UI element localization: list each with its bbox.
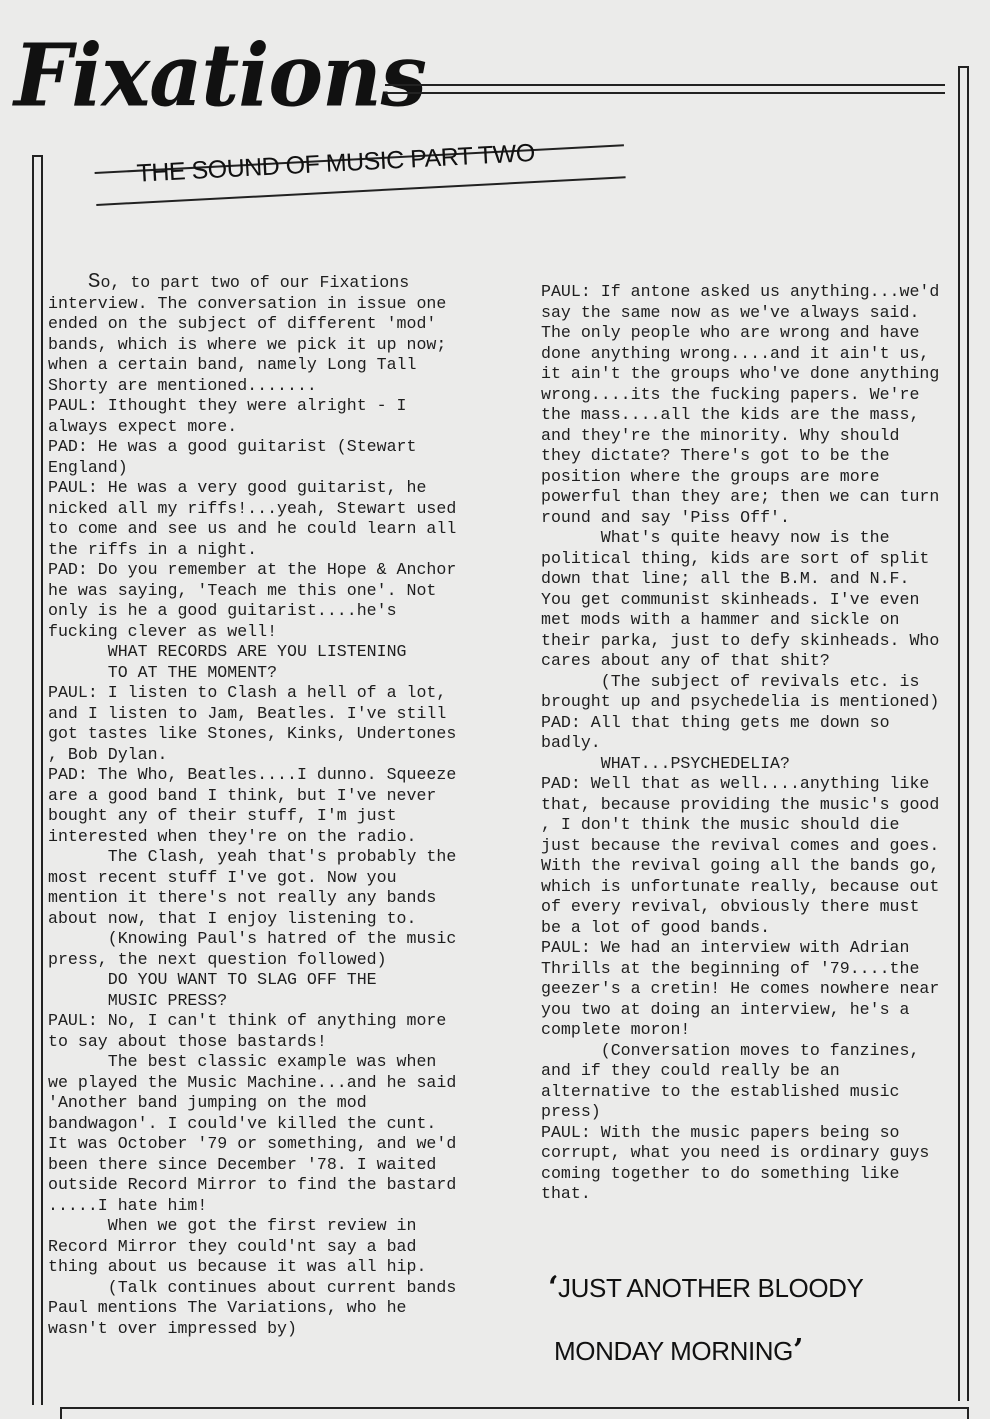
right-column-line: What's quite heavy now is the [541, 528, 890, 547]
right-column-line: The only people who are wrong and have [541, 323, 920, 342]
header-double-rule [385, 84, 945, 94]
left-column-line: we played the Music Machine...and he said [48, 1072, 457, 1092]
left-column-line: PAUL: Ithought they were alright - I [48, 396, 407, 415]
right-text-column [541, 282, 961, 1205]
right-column-line: With the revival going all the bands go, [541, 856, 940, 875]
left-column-line: TO AT THE MOMENT? [48, 662, 278, 682]
masthead-title: Fixations [14, 25, 426, 127]
right-column-line: down that line; all the B.M. and N.F. [541, 569, 910, 588]
left-column-line: when a certain band, namely Long Tall [48, 355, 417, 374]
left-column-line: Shorty are mentioned....... [48, 375, 317, 395]
left-frame-rule [32, 155, 43, 1405]
open-quote-mark: ‘ [548, 1270, 559, 1305]
right-column-line: wrong....its the fucking papers. We're [541, 384, 920, 404]
left-text-column [48, 273, 493, 1339]
left-column-line: , Bob Dylan. [48, 744, 168, 764]
right-column-line: press) [541, 1102, 601, 1121]
left-column-line: DO YOU WANT TO SLAG OFF THE [48, 970, 377, 989]
right-column-line: just because the revival comes and goes. [541, 835, 940, 855]
right-column-line: PAD: All that thing gets me down so [541, 712, 890, 732]
right-column-line: you two at doing an interview, he's a [541, 999, 910, 1019]
right-column-line: political thing, kids are sort of split [541, 548, 930, 568]
left-column-line: Paul mentions The Variations, who he [48, 1298, 407, 1317]
left-column-line: interested when they're on the radio. [48, 826, 417, 846]
left-column-line: outside Record Mirror to find the bastard [48, 1175, 457, 1194]
left-column-line: .....I hate him! [48, 1195, 208, 1215]
right-column-line: alternative to the established music [541, 1081, 900, 1101]
right-column-line: geezer's a cretin! He comes nowhere near [541, 979, 940, 998]
left-column-line: only is he a good guitarist....he's [48, 601, 397, 620]
right-column-line: round and say 'Piss Off'. [541, 507, 790, 527]
left-column-line: When we got the first review in [48, 1216, 417, 1235]
right-column-line: and if they could really be an [541, 1061, 840, 1080]
right-column-line: Thrills at the beginning of '79....the [541, 958, 920, 978]
right-column-line: be a lot of good bands. [541, 917, 771, 937]
left-column-line: 'Another band jumping on the mod [48, 1093, 367, 1112]
left-column-line: been there since December '78. I waited [48, 1154, 437, 1174]
left-column-line: bought any of their stuff, I'm just [48, 806, 397, 825]
left-column-line: bands, which is where we pick it up now; [48, 334, 447, 354]
bottom-frame-rule [60, 1407, 969, 1419]
pull-quote-text-1: JUST ANOTHER BLOODY [558, 1273, 864, 1303]
left-column-line: PAUL: He was a very good guitarist, he [48, 478, 427, 497]
right-column-line: brought up and psychedelia is mentioned) [541, 692, 940, 711]
article-subtitle-banner [93, 122, 625, 210]
left-column-line: So, to part two of our Fixations [87, 271, 410, 294]
right-column-line: powerful than they are; then we can turn [541, 487, 940, 506]
left-column-line: It was October '79 or something, and we'd [48, 1134, 457, 1153]
right-column-line: done anything wrong....and it ain't us, [541, 343, 930, 363]
left-column-line: ended on the subject of different 'mod' [48, 314, 437, 333]
pull-quote-line-1 [548, 1270, 863, 1305]
right-column-line: badly. [541, 733, 601, 752]
left-column-line: always expect more. [48, 416, 238, 436]
right-column-line: WHAT...PSYCHEDELIA? [541, 753, 790, 773]
right-column-line: and they're the minority. Why should [541, 425, 900, 445]
left-column-line: got tastes like Stones, Kinks, Undertones [48, 724, 457, 743]
left-column-line: he was saying, 'Teach me this one'. Not [48, 580, 437, 600]
right-column-line: that. [541, 1184, 591, 1203]
left-column-line: MUSIC PRESS? [48, 990, 228, 1010]
right-column-line: PAUL: With the music papers being so [541, 1122, 900, 1142]
left-column-line: The Clash, yeah that's probably the [48, 847, 457, 866]
left-column-line: to say about those bastards! [48, 1031, 327, 1051]
left-column-line: (Knowing Paul's hatred of the music [48, 929, 457, 948]
right-column-line: that, because providing the music's good [541, 794, 940, 814]
right-column-line: PAUL: We had an interview with Adrian [541, 938, 910, 957]
left-column-line: PAD: He was a good guitarist (Stewart [48, 437, 417, 456]
right-column-line: You get communist skinheads. I've even [541, 589, 920, 609]
left-column-line: England) [48, 457, 128, 477]
right-column-line: it ain't the groups who've done anything [541, 364, 940, 383]
right-column-line: position where the groups are more [541, 466, 880, 486]
right-column-line: of every revival, obviously there must [541, 897, 920, 916]
left-column-line: press, the next question followed) [48, 949, 387, 969]
right-column-line: complete moron! [541, 1020, 691, 1039]
left-column-line: PAD: Do you remember at the Hope & Anchor [48, 560, 457, 579]
article-subtitle: THE SOUND OF MUSIC PART TWO [136, 138, 536, 188]
left-column-line: bandwagon'. I could've killed the cunt. [48, 1113, 437, 1133]
left-column-line: most recent stuff I've got. Now you [48, 867, 397, 887]
left-column-line: the riffs in a night. [48, 539, 258, 559]
left-column-line: The best classic example was when [48, 1052, 437, 1071]
left-column-line: to come and see us and he could learn all [48, 519, 457, 538]
right-column-line: , I don't think the music should die [541, 815, 900, 834]
left-column-line: and I listen to Jam, Beatles. I've still [48, 703, 447, 723]
right-column-line: PAD: Well that as well....anything like [541, 774, 930, 793]
left-column-line: mention it there's not really any bands [48, 888, 437, 907]
right-column-line: (The subject of revivals etc. is [541, 671, 920, 691]
left-column-line: thing about us because it was all hip. [48, 1257, 427, 1276]
left-column-line: are a good band I think, but I've never [48, 785, 437, 805]
right-column-line: corrupt, what you need is ordinary guys [541, 1143, 930, 1162]
left-column-line: PAD: The Who, Beatles....I dunno. Squeeze [48, 765, 457, 784]
right-column-line: which is unfortunate really, because out [541, 876, 940, 896]
left-column-line: interview. The conversation in issue one [48, 293, 447, 313]
right-column-line: met mods with a hammer and sickle on [541, 610, 900, 629]
left-column-line: about now, that I enjoy listening to. [48, 908, 417, 928]
right-column-line: the mass....all the kids are the mass, [541, 405, 920, 424]
left-column-line: (Talk continues about current bands [48, 1277, 457, 1297]
left-column-line: fucking clever as well! [48, 621, 278, 641]
right-column-line: they dictate? There's got to be the [541, 446, 890, 465]
right-column-line: cares about any of that shit? [541, 651, 830, 670]
left-column-line: WHAT RECORDS ARE YOU LISTENING [48, 642, 407, 661]
left-column-line: PAUL: No, I can't think of anything more [48, 1011, 447, 1030]
right-column-line: coming together to do something like [541, 1163, 900, 1183]
right-column-line: say the same now as we've always said. [541, 302, 920, 322]
pull-quote-line-2 [554, 1333, 803, 1368]
right-column-line: their parka, just to defy skinheads. Who [541, 630, 940, 650]
pull-quote-text-2: MONDAY MORNING [554, 1336, 794, 1366]
left-column-line: PAUL: I listen to Clash a hell of a lot, [48, 683, 447, 702]
left-column-line: Record Mirror they could'nt say a bad [48, 1236, 417, 1256]
left-column-line: wasn't over impressed by) [48, 1318, 297, 1338]
drop-cap: S [87, 271, 101, 294]
right-column-line: PAUL: If antone asked us anything...we'd [541, 282, 940, 301]
close-quote-mark: ’ [793, 1333, 804, 1368]
left-column-line: nicked all my riffs!...yeah, Stewart used [48, 498, 457, 518]
right-column-line: (Conversation moves to fanzines, [541, 1040, 920, 1060]
